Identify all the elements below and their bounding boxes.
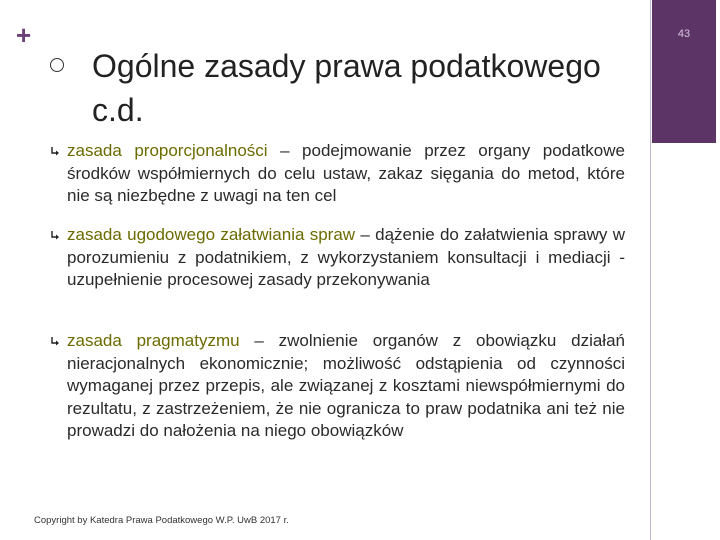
arrow-bullet-icon (50, 336, 61, 347)
item-term: zasada pragmatyzmu (67, 331, 240, 350)
footer-copyright: Copyright by Katedra Prawa Podatkowego W.P. UwB 2017 r. (34, 515, 289, 526)
page-number: 43 (677, 28, 691, 40)
arrow-bullet-icon (50, 230, 61, 241)
item-text: – zwolnienie organów z obowiązku działań nieracjonalnych ekonomicznie; możliwość odstąpienia od czynności wymaganej przez przepis, ale związanej z kosztami niewspółmiernymi do rezultatu, z zastrzeżeniem, że nie ogranicza to praw podatnika ani też nie prowadzi do nałożenia na niego obowiązków (67, 331, 625, 441)
slide-title: Ogólne zasady prawa podatkowego c.d. (92, 48, 601, 128)
item-term: zasada proporcjonalności (67, 141, 268, 160)
list-item (67, 330, 625, 443)
list-item (67, 224, 625, 292)
sidebar-line (650, 0, 651, 540)
list-item (67, 140, 625, 208)
arrow-bullet-icon (50, 146, 61, 157)
item-text: – podejmowanie przez organy podatkowe środków współmiernych do celu ustaw, zakaz sięgania do metod, które nie są niezbędne z uwagi na ten cel (67, 141, 625, 206)
plus-icon: + (16, 20, 32, 50)
item-term: zasada ugodowego załatwiania spraw (67, 225, 356, 244)
item-text: – dążenie do załatwienia sprawy w porozumieniu z podatnikiem, z wykorzystaniem konsultacji i mediacji - uzupełnienie procesowej zasady przekonywania (67, 225, 625, 290)
accent-bar (652, 0, 716, 143)
circle-bullet-icon (50, 58, 64, 72)
